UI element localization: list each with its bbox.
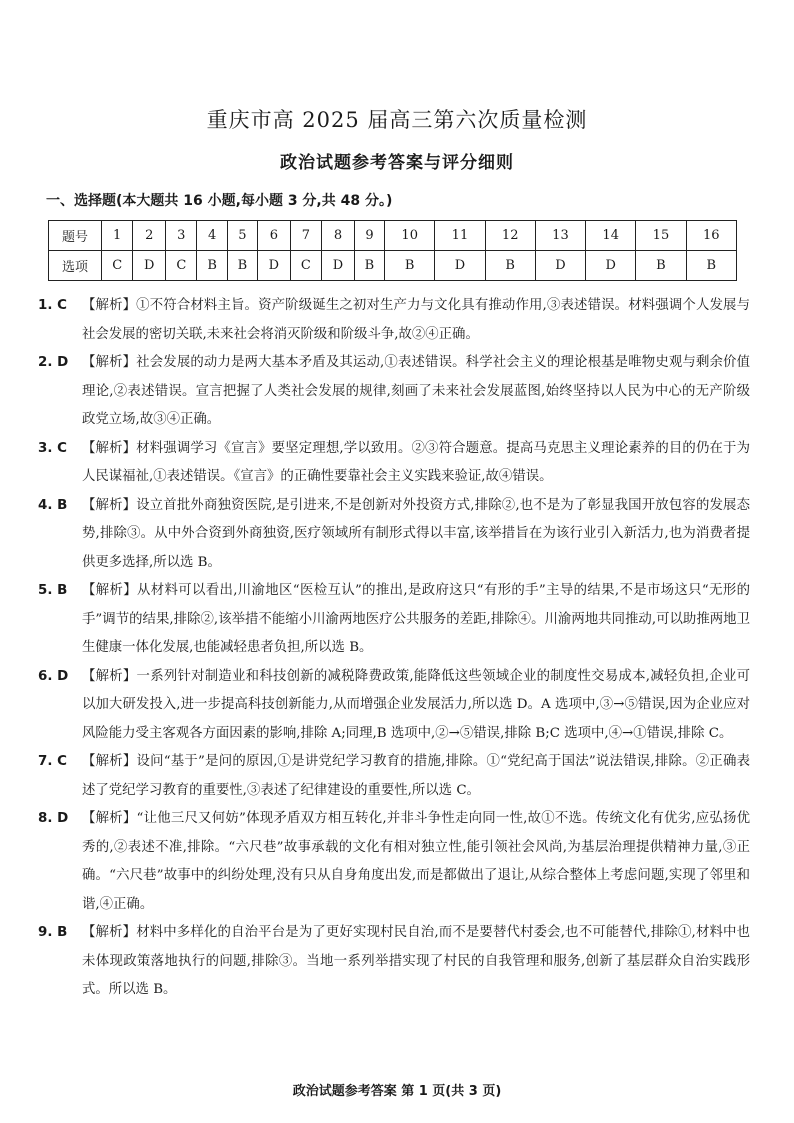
explanation-item (38, 492, 750, 578)
answer-cell: C (290, 251, 321, 281)
item-number-answer: 8. D (38, 811, 69, 826)
explanation-item (38, 435, 750, 492)
answer-cell: B (686, 251, 736, 281)
question-number-cell: 14 (586, 221, 636, 251)
question-number-cell: 12 (485, 221, 535, 251)
question-number-cell: 2 (133, 221, 166, 251)
question-number-cell: 5 (227, 221, 257, 251)
question-number-cell: 3 (166, 221, 197, 251)
item-explanation-text: 【解析】社会发展的动力是两大基本矛盾及其运动,①表述错误。科学社会主义的理论根基是唯物史观与剩余价值理论,②表述错误。宣言把握了人类社会发展的规律,刻画了未来社会发展蓝图,始终坚持以人民为中心的无产阶级政党立场,故③④正确。 (82, 355, 750, 427)
item-number-answer: 5. B (38, 583, 68, 598)
item-explanation-text: 【解析】一系列针对制造业和科技创新的减税降费政策,能降低这些领域企业的制度性交易成本,减轻负担,企业可以加大研发投入,进一步提高科技创新能力,从而增强企业发展活力,所以选 D。A 选项中,③→⑤错误,因为企业应对风险能力受主客观各方面因素的影响,排除 A;同理,B 选项中,②→⑤错误,排除 B;C 选项中,④→①错误,排除 C。 (82, 668, 750, 741)
answer-cell: D (435, 251, 485, 281)
explanation-item (38, 748, 750, 805)
answer-cell: C (102, 251, 133, 281)
document-subtitle: 政治试题参考答案与评分细则 (280, 153, 514, 173)
explanation-list (38, 292, 750, 1005)
explanation-item (38, 805, 750, 919)
item-number-answer: 4. B (38, 497, 68, 513)
question-number-cell: 6 (257, 221, 290, 251)
answer-cell: B (197, 251, 227, 281)
item-number-answer: 1. C (38, 298, 67, 313)
question-number-cell: 1 (102, 221, 133, 251)
item-number-answer: 9. B (38, 925, 68, 940)
item-number-answer: 2. D (38, 355, 69, 370)
question-number-cell: 16 (686, 221, 736, 251)
answer-cell: D (535, 251, 585, 281)
item-explanation-text: 【解析】①不符合材料主旨。资产阶级诞生之初对生产力与文化具有推动作用,③表述错误。材料强调个人发展与社会发展的密切关联,未来社会将消灭阶级和阶级斗争,故②④正确。 (82, 298, 750, 342)
explanation-item (38, 349, 750, 435)
row-label-answer: 选项 (49, 251, 102, 281)
answer-cell: B (354, 251, 384, 281)
answer-cell: D (322, 251, 355, 281)
explanation-item (38, 919, 750, 1005)
question-number-cell: 8 (322, 221, 355, 251)
item-explanation-text: 【解析】“让他三尺又何妨”体现矛盾双方相互转化,并非斗争性走向同一性,故①不选。传统文化有优劣,应弘扬优秀的,②表述不准,排除。“六尺巷”故事承载的文化有相对独立性,能引领社会风尚,为基层治理提供精神力量,③正确。“六尺巷”故事中的纠纷处理,没有只从自身角度出发,而是都做出了退让,从综合整体上考虑问题,实现了邻里和谐,④正确。 (82, 811, 750, 912)
answer-cell: B (227, 251, 257, 281)
document-title: 重庆市高 2025 届高三第六次质量检测 (206, 108, 588, 132)
item-explanation-text: 【解析】设问“基于”是问的原因,①是讲党纪学习教育的措施,排除。①“党纪高于国法”说法错误,排除。②正确表述了党纪学习教育的重要性,③表述了纪律建设的重要性,所以选 C。 (82, 754, 750, 798)
question-number-cell: 15 (636, 221, 686, 251)
question-number-cell: 13 (535, 221, 585, 251)
answer-cell: B (385, 251, 435, 281)
explanation-item (38, 292, 750, 349)
answer-table (48, 220, 737, 281)
item-number-answer: 6. D (38, 668, 69, 684)
answer-table-number-row (49, 221, 737, 251)
row-label-number: 题号 (49, 221, 102, 251)
item-explanation-text: 【解析】材料强调学习《宣言》要坚定理想,学以致用。②③符合题意。提高马克思主义理论素养的目的仍在于为人民谋福祉,①表述错误。《宣言》的正确性要靠社会主义实践来验证,故④错误。 (82, 440, 750, 484)
section-heading: 一、选择题(本大题共 16 小题,每小题 3 分,共 48 分。) (46, 193, 393, 209)
question-number-cell: 4 (197, 221, 227, 251)
answer-cell: B (485, 251, 535, 281)
explanation-item (38, 663, 750, 749)
item-explanation-text: 【解析】设立首批外商独资医院,是引进来,不是创新对外投资方式,排除②,也不是为了彰显我国开放包容的发展态势,排除③。从中外合资到外商独资,医疗领域所有制形式得以丰富,该举措旨在为该行业引入新活力,也为消费者提供更多选择,所以选 B。 (82, 497, 750, 570)
item-number-answer: 3. C (38, 440, 67, 456)
question-number-cell: 7 (290, 221, 321, 251)
question-number-cell: 9 (354, 221, 384, 251)
item-number-answer: 7. C (38, 754, 67, 769)
question-number-cell: 10 (385, 221, 435, 251)
answer-table-answer-row (49, 251, 737, 281)
answer-cell: D (133, 251, 166, 281)
item-explanation-text: 【解析】从材料可以看出,川渝地区“医检互认”的推出,是政府这只“有形的手”主导的结果,不是市场这只“无形的手”调节的结果,排除②,该举措不能缩小川渝两地医疗公共服务的差距,排除④。川渝两地共同推动,可以助推两地卫生健康一体化发展,也能减轻患者负担,所以选 B。 (82, 583, 750, 655)
answer-cell: D (586, 251, 636, 281)
item-explanation-text: 【解析】材料中多样化的自治平台是为了更好实现村民自治,而不是要替代村委会,也不可能替代,排除①,材料中也未体现政策落地执行的问题,排除③。当地一系列举措实现了村民的自我管理和服务,创新了基层群众自治实践形式。所以选 B。 (82, 925, 750, 997)
explanation-item (38, 577, 750, 663)
answer-cell: B (636, 251, 686, 281)
answer-cell: C (166, 251, 197, 281)
page-footer: 政治试题参考答案 第 1 页(共 3 页) (292, 1084, 502, 1099)
question-number-cell: 11 (435, 221, 485, 251)
answer-cell: D (257, 251, 290, 281)
